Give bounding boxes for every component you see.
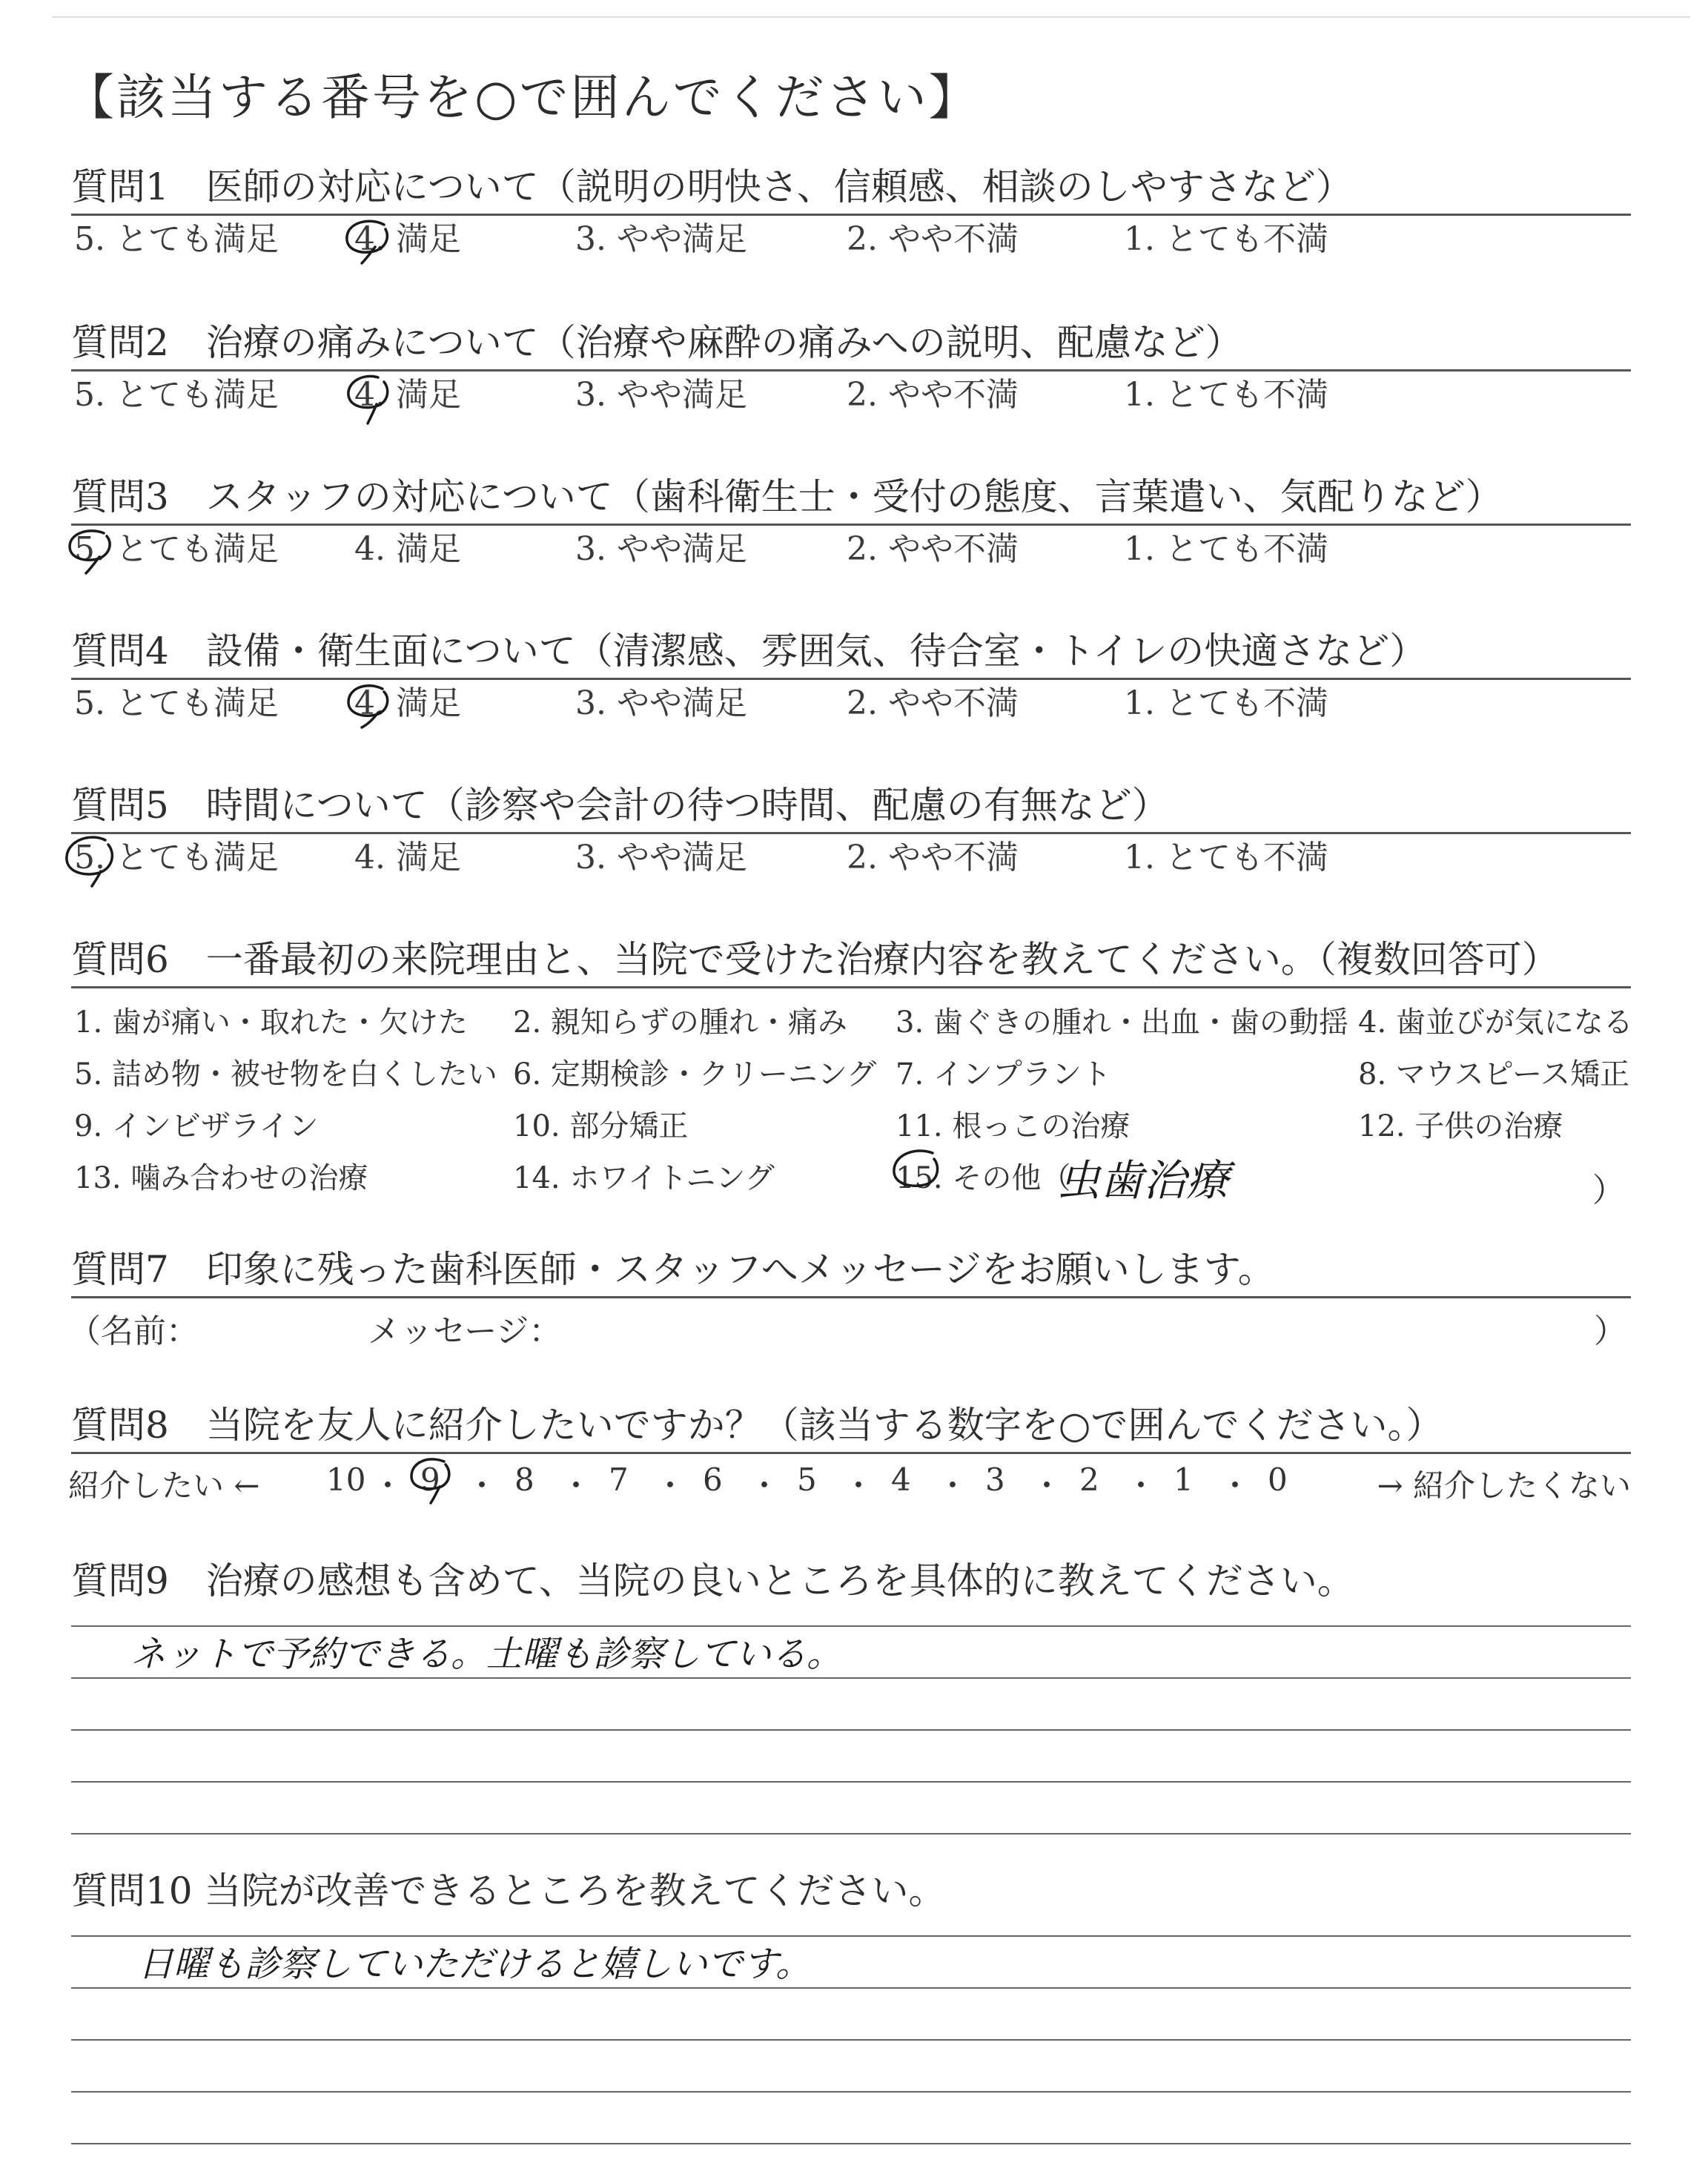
name-label: （名前： <box>68 1312 199 1350</box>
handwritten-circle-mark <box>887 1147 953 1196</box>
other-reason-handwritten-answer[interactable]: 虫歯治療 <box>1057 1155 1230 1206</box>
reason-12[interactable]: 12. 子供の治療 <box>1358 1109 1563 1143</box>
option-1-very-dissatisfied[interactable]: 1. とても不満 <box>1124 839 1328 876</box>
question-7-title: 質問7 印象に残った歯科医師・スタッフへメッセージをお願いします。 <box>71 1248 1275 1291</box>
question-1 <box>71 163 1631 263</box>
scale-number-3[interactable]: 3 <box>985 1462 1005 1498</box>
scale-number-5[interactable]: 5 <box>797 1462 817 1498</box>
answer-line <box>71 1987 1631 1989</box>
recommend-scale <box>68 1454 1631 1504</box>
question-5 <box>71 782 1631 882</box>
option-1-very-dissatisfied[interactable]: 1. とても不満 <box>1124 530 1328 568</box>
scale-number-4[interactable]: 4 <box>891 1462 911 1498</box>
option-3-somewhat-satisfied[interactable]: 3. やや満足 <box>575 684 747 722</box>
handwritten-circle-mark <box>341 373 400 425</box>
scale-number-9[interactable]: 9 <box>420 1462 440 1498</box>
reason-3[interactable]: 3. 歯ぐきの腫れ・出血・歯の動揺 <box>896 1005 1348 1040</box>
reason-4[interactable]: 4. 歯並びが気になる <box>1358 1005 1633 1040</box>
option-3-somewhat-satisfied[interactable]: 3. やや満足 <box>575 376 747 414</box>
option-2-somewhat-dissatisfied[interactable]: 2. やや不満 <box>847 530 1019 568</box>
question-5-options <box>71 834 1631 882</box>
option-5-very-satisfied[interactable]: 5. とても満足 <box>74 684 279 722</box>
question-5-title: 質問5 時間について（診察や会計の待つ時間、配慮の有無など） <box>71 784 1169 827</box>
scale-right-label: → 紹介したくない <box>1377 1467 1631 1504</box>
scan-top-edge <box>52 16 1690 18</box>
handwritten-circle-mark <box>61 834 128 886</box>
scale-number-1[interactable]: 1 <box>1174 1462 1194 1498</box>
question-8-title: 質問8 当院を友人に紹介したいですか？（該当する数字を○で囲んでください。） <box>71 1404 1443 1447</box>
option-5-very-satisfied[interactable]: 5. とても満足 <box>74 376 279 414</box>
question-9 <box>71 1557 1631 1834</box>
question-3 <box>71 473 1631 573</box>
question-4-options <box>71 680 1631 727</box>
scale-separator: ・ <box>937 1467 969 1504</box>
option-4-satisfied[interactable]: 4. 満足 <box>354 220 461 258</box>
reason-1[interactable]: 1. 歯が痛い・取れた・欠けた <box>74 1005 468 1040</box>
handwritten-circle-mark <box>64 527 123 575</box>
reason-11[interactable]: 11. 根っこの治療 <box>896 1109 1131 1143</box>
option-4-satisfied[interactable]: 4. 満足 <box>354 376 461 414</box>
scale-separator: ・ <box>749 1467 781 1504</box>
scale-separator: ・ <box>466 1467 498 1504</box>
option-4-satisfied[interactable]: 4. 満足 <box>354 530 461 568</box>
answer-line <box>71 2091 1631 2093</box>
scale-separator: ・ <box>655 1467 686 1504</box>
scale-left-label: 紹介したい ← <box>68 1467 260 1504</box>
reason-6[interactable]: 6. 定期検診・クリーニング <box>513 1057 877 1091</box>
scale-separator: ・ <box>372 1467 404 1504</box>
scale-separator: ・ <box>843 1467 875 1504</box>
question-2-title: 質問2 治療の痛みについて（治療や麻酔の痛みへの説明、配慮など） <box>71 321 1242 364</box>
question-6-title: 質問6 一番最初の来院理由と、当院で受けた治療内容を教えてください。（複数回答可） <box>71 938 1559 981</box>
question-6-options <box>71 988 1631 1211</box>
option-2-somewhat-dissatisfied[interactable]: 2. やや不満 <box>847 839 1019 876</box>
reason-5[interactable]: 5. 詰め物・被せ物を白くしたい <box>74 1057 497 1091</box>
option-3-somewhat-satisfied[interactable]: 3. やや満足 <box>575 220 747 258</box>
answer-line <box>71 1729 1631 1731</box>
option-3-somewhat-satisfied[interactable]: 3. やや満足 <box>575 839 747 876</box>
answer-line <box>71 1677 1631 1679</box>
question-9-handwritten-answer[interactable]: ネットで予約できる。土曜も診察している。 <box>130 1634 843 1675</box>
question-1-options <box>71 216 1631 263</box>
answer-line <box>71 1781 1631 1783</box>
reason-14[interactable]: 14. ホワイトニング <box>513 1161 775 1195</box>
scale-number-8[interactable]: 8 <box>514 1462 534 1498</box>
reason-8[interactable]: 8. マウスピース矯正 <box>1358 1057 1630 1091</box>
reason-15-other[interactable]: 15. その他（ <box>896 1161 1071 1195</box>
question-6 <box>71 936 1631 1211</box>
handwritten-circle-mark <box>341 681 400 729</box>
scale-number-10[interactable]: 10 <box>326 1462 366 1498</box>
reason-7[interactable]: 7. インプラント <box>896 1057 1111 1091</box>
question-10 <box>71 1867 1631 2144</box>
question-2-options <box>71 371 1631 419</box>
question-9-title: 質問9 治療の感想も含めて、当院の良いところを具体的に教えてください。 <box>71 1559 1354 1602</box>
scale-separator: ・ <box>560 1467 592 1504</box>
option-2-somewhat-dissatisfied[interactable]: 2. やや不満 <box>847 684 1019 722</box>
option-5-very-satisfied[interactable]: 5. とても満足 <box>74 530 279 568</box>
answer-line <box>71 2039 1631 2041</box>
option-1-very-dissatisfied[interactable]: 1. とても不満 <box>1124 376 1328 414</box>
option-1-very-dissatisfied[interactable]: 1. とても不満 <box>1124 684 1328 722</box>
question-3-title: 質問3 スタッフの対応について（歯科衛生士・受付の態度、言葉遣い、気配りなど） <box>71 475 1503 518</box>
scale-separator: ・ <box>1125 1467 1157 1504</box>
option-4-satisfied[interactable]: 4. 満足 <box>354 839 461 876</box>
option-5-very-satisfied[interactable]: 5. とても満足 <box>74 220 279 258</box>
handwritten-circle-mark <box>341 217 400 265</box>
question-7 <box>68 1246 1631 1350</box>
option-2-somewhat-dissatisfied[interactable]: 2. やや不満 <box>847 220 1019 258</box>
question-1-title: 質問1 医師の対応について（説明の明快さ、信頼感、相談のしやすさなど） <box>71 165 1353 208</box>
other-close-paren: ） <box>1592 1172 1625 1209</box>
scale-number-0[interactable]: 0 <box>1268 1462 1288 1498</box>
reason-9[interactable]: 9. インビザライン <box>74 1109 319 1143</box>
message-label[interactable]: メッセージ： <box>368 1312 562 1350</box>
option-1-very-dissatisfied[interactable]: 1. とても不満 <box>1124 220 1328 258</box>
option-3-somewhat-satisfied[interactable]: 3. やや満足 <box>575 530 747 568</box>
question-3-options <box>71 526 1631 573</box>
option-5-very-satisfied[interactable]: 5. とても満足 <box>74 839 279 876</box>
scale-separator: ・ <box>1219 1467 1251 1504</box>
question-10-handwritten-answer[interactable]: 日曜も診察していただけると嬉しいです。 <box>138 1943 812 1985</box>
reason-2[interactable]: 2. 親知らずの腫れ・痛み <box>513 1005 847 1040</box>
question-2 <box>71 319 1631 419</box>
scale-separator: ・ <box>1031 1467 1063 1504</box>
scale-number-7[interactable]: 7 <box>609 1462 629 1498</box>
form-instruction-title: 【該当する番号を○で囲んでください】 <box>65 69 980 126</box>
option-2-somewhat-dissatisfied[interactable]: 2. やや不満 <box>847 376 1019 414</box>
message-row <box>68 1298 1631 1350</box>
question-4 <box>71 627 1631 727</box>
question-10-title: 質問10 当院が改善できるところを教えてください。 <box>71 1869 946 1912</box>
question-8 <box>68 1401 1631 1504</box>
answer-line <box>71 1833 1631 1834</box>
option-4-satisfied[interactable]: 4. 満足 <box>354 684 461 722</box>
scale-number-2[interactable]: 2 <box>1079 1462 1099 1498</box>
reason-10[interactable]: 10. 部分矯正 <box>513 1109 689 1143</box>
handwritten-circle-mark <box>404 1456 463 1505</box>
reason-13[interactable]: 13. 噛み合わせの治療 <box>74 1161 368 1195</box>
scale-number-6[interactable]: 6 <box>703 1462 723 1498</box>
question-4-title: 質問4 設備・衛生面について（清潔感、雰囲気、待合室・トイレの快適さなど） <box>71 630 1427 673</box>
message-close-paren: ） <box>1594 1312 1626 1350</box>
answer-line <box>71 2143 1631 2144</box>
